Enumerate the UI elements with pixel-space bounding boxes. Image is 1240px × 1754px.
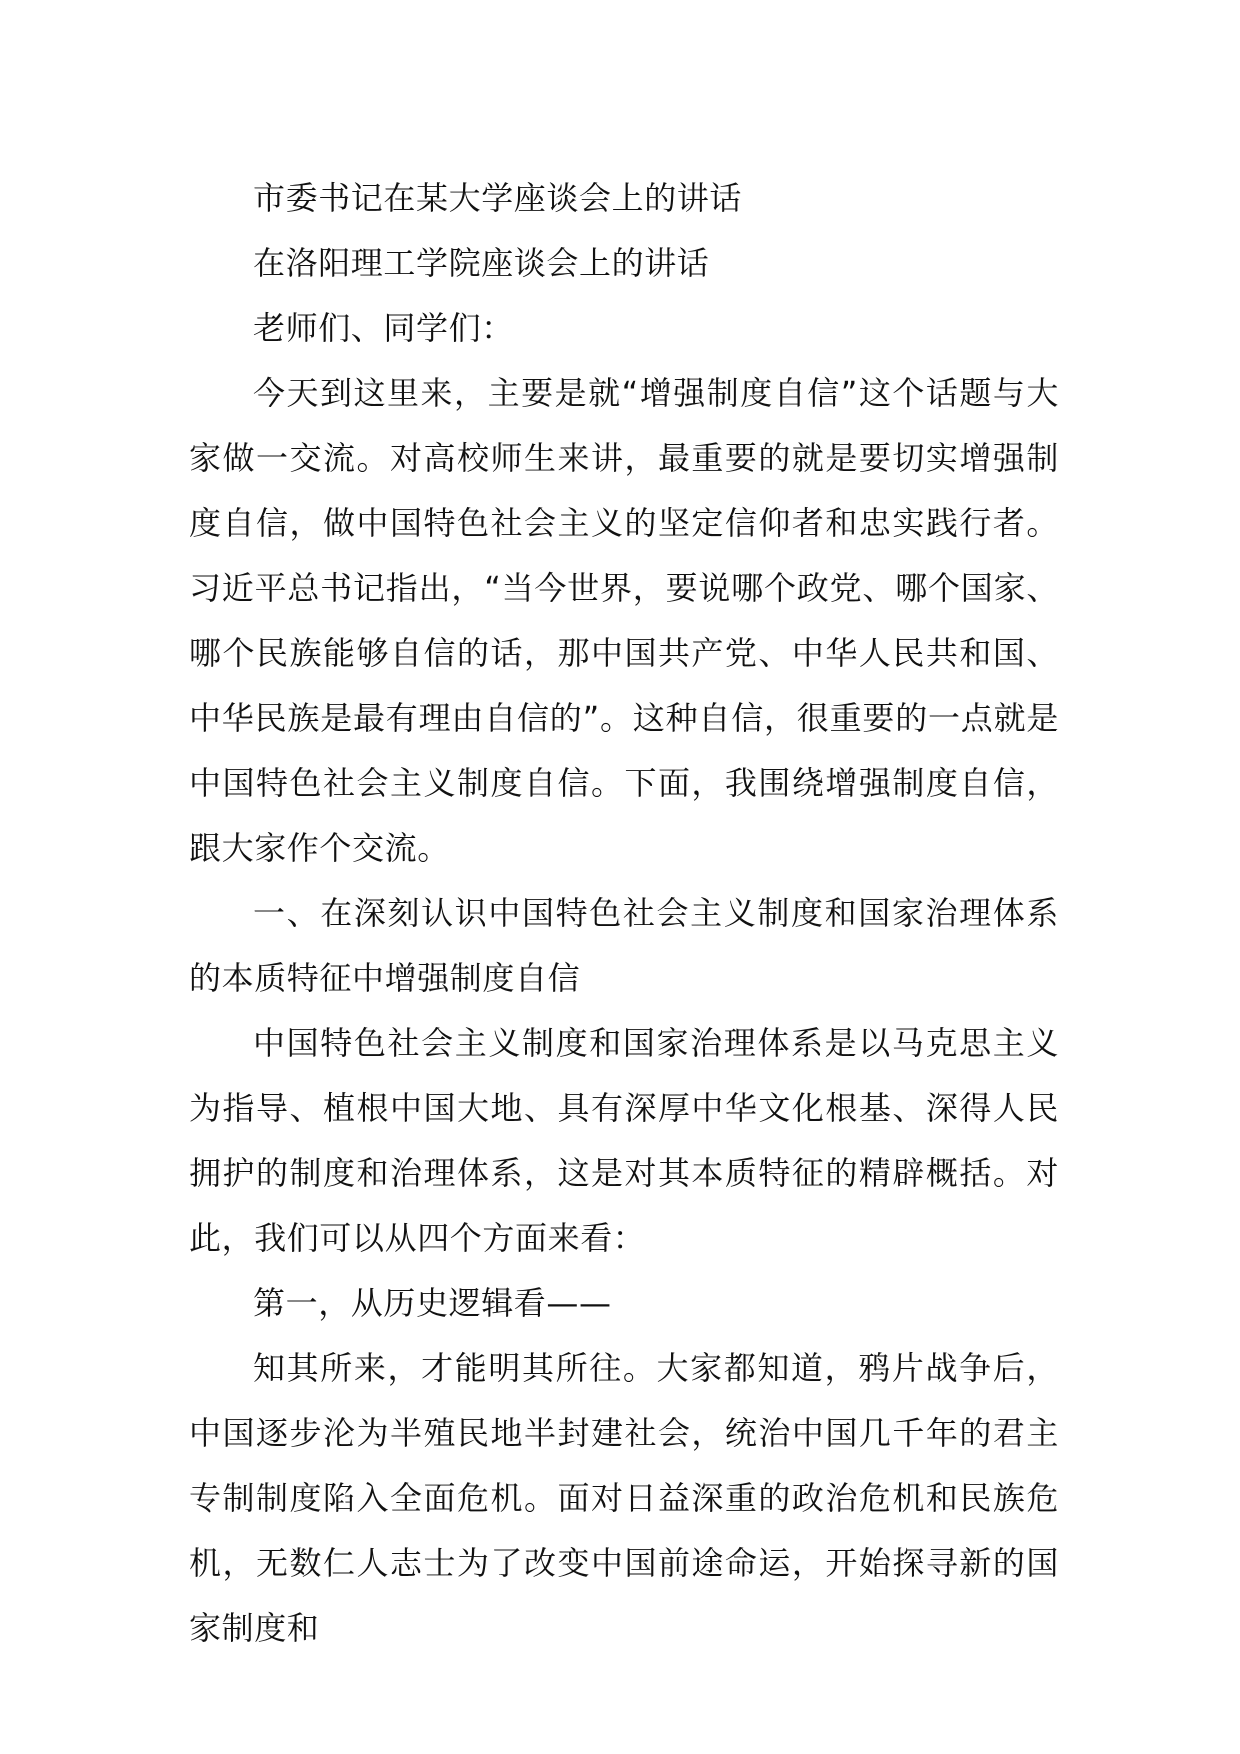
body-paragraph: 中国特色社会主义制度和国家治理体系是以马克思主义为指导、植根中国大地、具有深厚中华文化根基、深得人民拥护的制度和治理体系，这是对其本质特征的精辟概括。对此，我们可以从四个方面来看： [189,1024,1059,1257]
body-paragraph: 今天到这里来，主要是就“增强制度自信”这个话题与大家做一交流。对高校师生来讲，最重要的就是要切实增强制度自信，做中国特色社会主义的坚定信仰者和忠实践行者。习近平总书记指出，“当今世界，要说哪个政党、哪个国家、哪个民族能够自信的话，那中国共产党、中华人民共和国、中华民族是最有理由自信的”。这种自信，很重要的一点就是中国特色社会主义制度自信。下面，我围绕增强制度自信，跟大家作个交流。 [189,374,1059,867]
section-heading: 一、在深刻认识中国特色社会主义制度和国家治理体系的本质特征中增强制度自信 [189,894,1059,997]
body-paragraph: 知其所来，才能明其所往。大家都知道，鸦片战争后，中国逐步沦为半殖民地半封建社会，统治中国几千年的君主专制制度陷入全面危机。面对日益深重的政治危机和民族危机，无数仁人志士为了改变中国前途命运，开始探寻新的国家制度和 [189,1349,1059,1647]
salutation: 老师们、同学们： [253,309,514,347]
document-subtitle: 在洛阳理工学院座谈会上的讲话 [253,244,710,282]
sub-heading: 第一，从历史逻辑看—— [253,1284,612,1322]
document-body [189,166,1059,1661]
document-title: 市委书记在某大学座谈会上的讲话 [253,179,743,217]
